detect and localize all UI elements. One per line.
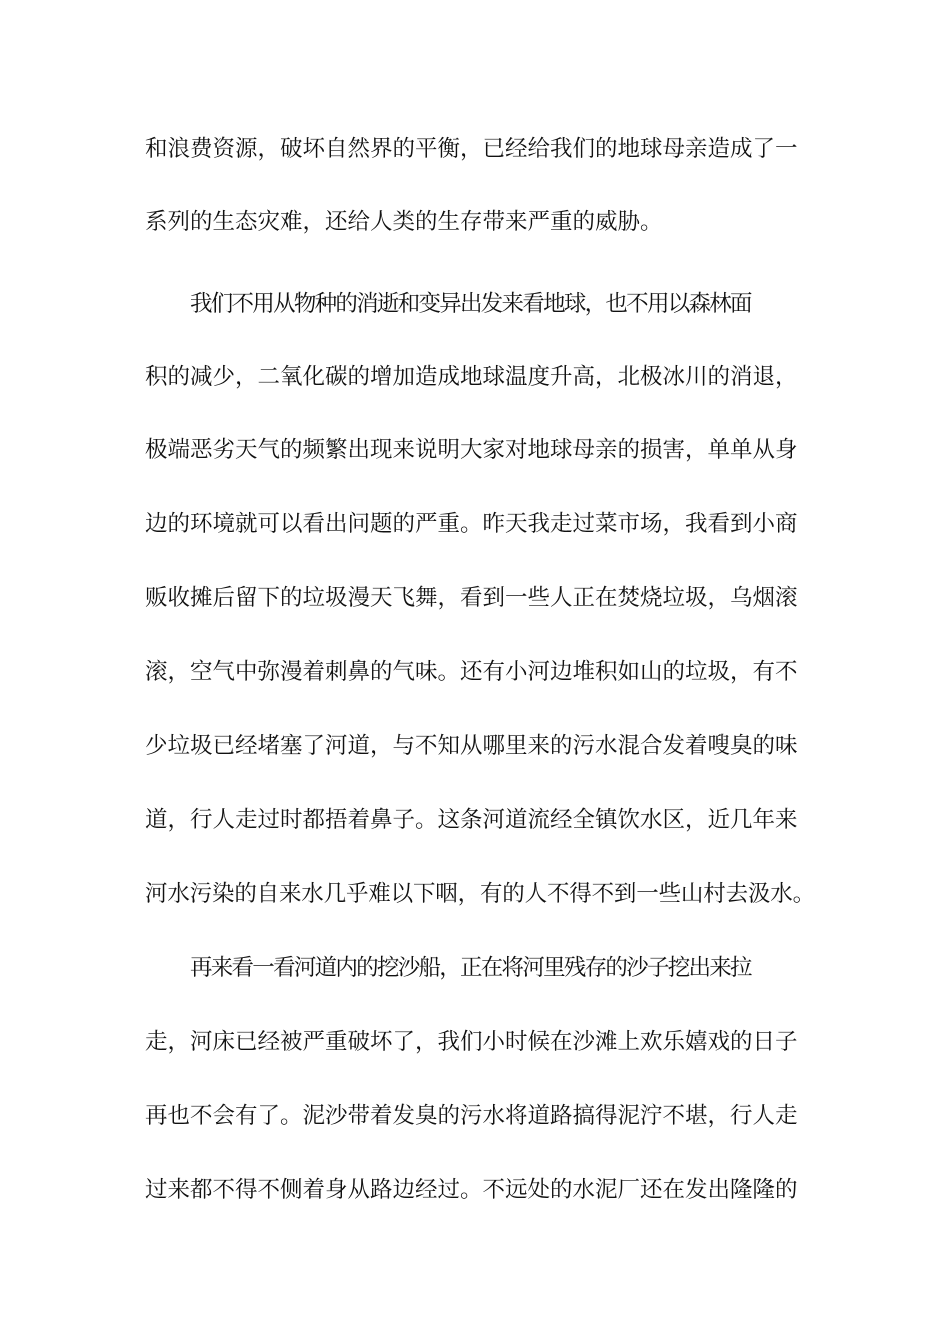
text-line: 极端恶劣天气的频繁出现来说明大家对地球母亲的损害，单单从身 xyxy=(145,437,798,463)
paragraph-first-line: 再来看一看河道内的挖沙船，正在将河里残存的沙子挖出来拉 xyxy=(190,955,751,981)
text-line: 和浪费资源，破坏自然界的平衡，已经给我们的地球母亲造成了一 xyxy=(145,136,798,162)
text-line: 滚，空气中弥漫着刺鼻的气味。还有小河边堆积如山的垃圾，有不 xyxy=(145,659,798,685)
text-line: 河水污染的自来水几乎难以下咽，有的人不得不到一些山村去汲水。 xyxy=(145,881,815,907)
text-line: 少垃圾已经堵塞了河道，与不知从哪里来的污水混合发着嗖臭的味 xyxy=(145,733,798,759)
text-line: 系列的生态灾难，还给人类的生存带来严重的威胁。 xyxy=(145,209,663,235)
text-line: 积的减少，二氧化碳的增加造成地球温度升高，北极冰川的消退， xyxy=(145,364,798,390)
text-line: 走，河床已经被严重破坏了，我们小时候在沙滩上欢乐嬉戏的日子 xyxy=(145,1029,798,1055)
paragraph-first-line: 我们不用从物种的消逝和变异出发来看地球，也不用以森林面 xyxy=(190,291,751,317)
text-line: 再也不会有了。泥沙带着发臭的污水将道路搞得泥泞不堪，行人走 xyxy=(145,1103,798,1129)
text-line: 过来都不得不侧着身从路边经过。不远处的水泥厂还在发出隆隆的 xyxy=(145,1177,798,1203)
text-line: 边的环境就可以看出问题的严重。昨天我走过菜市场，我看到小商 xyxy=(145,511,798,537)
text-line: 道，行人走过时都捂着鼻子。这条河道流经全镇饮水区，近几年来 xyxy=(145,807,798,833)
text-line: 贩收摊后留下的垃圾漫天飞舞，看到一些人正在焚烧垃圾，乌烟滚 xyxy=(145,585,798,611)
